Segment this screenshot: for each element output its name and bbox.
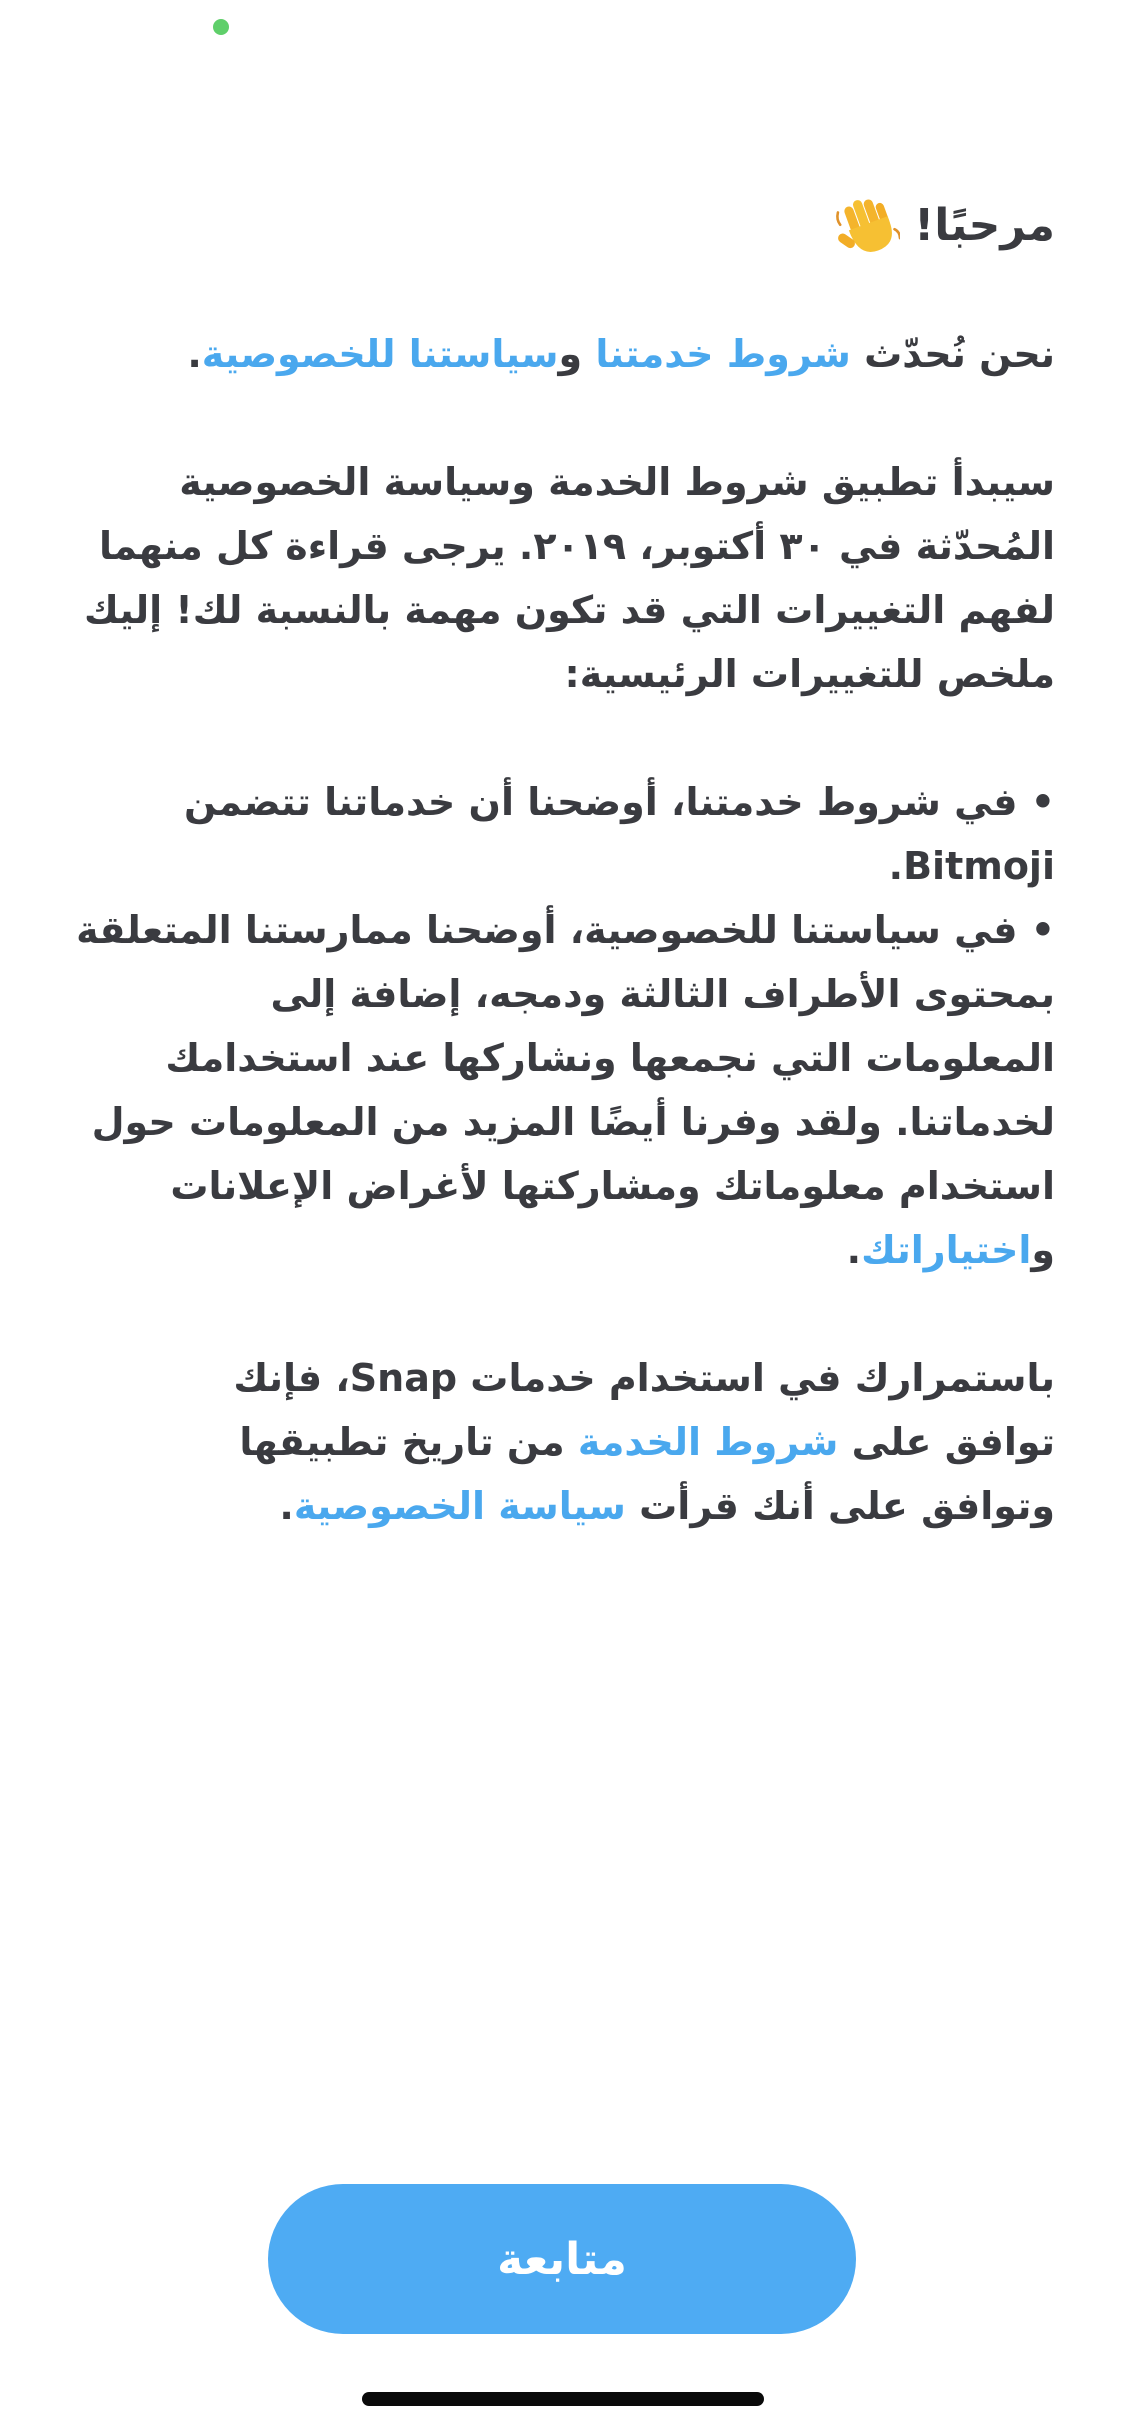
terms-update-content [70,190,1055,1538]
closing-middle: من تاريخ تطبيقها وتوافق على أنك قرأت [239,1420,1055,1528]
status-indicator-dot [213,19,229,35]
closing-terms-link[interactable]: شروط الخدمة [577,1420,839,1464]
greeting-heading [70,190,1055,262]
privacy-policy-link[interactable]: سياستنا للخصوصية [201,332,559,376]
greeting-text: مرحبًا! [914,200,1055,251]
closing-text: باستمرارك في استخدام خدمات Snap، فإنك توافق على [233,1356,1055,1464]
closing-paragraph [70,1346,1055,1538]
terms-of-service-link[interactable]: شروط خدمتنا [595,332,851,376]
subtitle-suffix: . [187,332,202,376]
bullet-privacy [70,898,1055,1282]
changes-summary-list [70,770,1055,1282]
your-choices-link[interactable]: اختياراتك [861,1228,1032,1272]
bullet-bitmoji: • في شروط خدمتنا، أوضحنا أن خدماتنا تتضمن Bitmoji. [184,780,1055,888]
update-subtitle [70,322,1055,386]
waving-hand-icon [834,193,900,259]
intro-paragraph: سيبدأ تطبيق شروط الخدمة وسياسة الخصوصية المُحدّثة في ٣٠ أكتوبر، ٢٠١٩. يرجى قراءة كل منهما لفهم التغييرات التي قد تكون مهمة بالنسبة لك! إليك ملخص للتغييرات الرئيسية: [83,460,1055,696]
closing-suffix: . [279,1484,294,1528]
bullet-privacy-text: • في سياستنا للخصوصية، أوضحنا ممارستنا المتعلقة بمحتوى الأطراف الثالثة ودمجه، إضافة إلى المعلومات التي نجمعها ونشاركها عند استخدامك لخدماتنا. ولقد وفرنا أيضًا المزيد من المعلومات حول استخدام معلوماتك ومشاركتها لأغراض الإعلانات و [76,908,1055,1272]
closing-privacy-link[interactable]: سياسة الخصوصية [293,1484,626,1528]
bullet-privacy-suffix: . [846,1228,862,1272]
home-indicator[interactable] [362,2392,764,2406]
subtitle-connector: و [558,332,596,376]
subtitle-prefix: نحن نُحدّث [850,332,1055,376]
continue-button[interactable]: متابعة [268,2184,856,2334]
